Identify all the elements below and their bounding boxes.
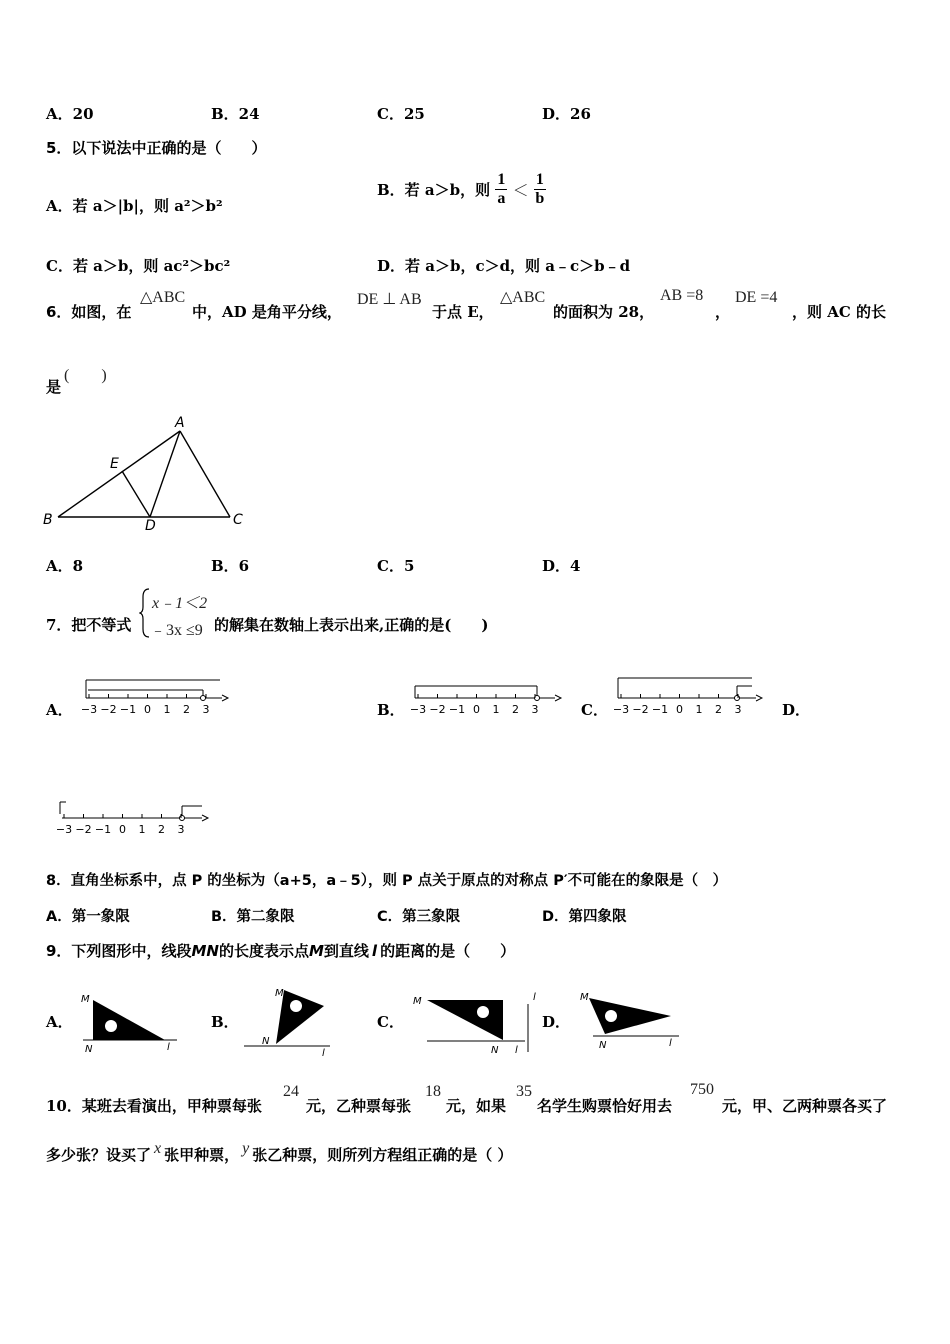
tick-label: 3 — [177, 823, 185, 836]
q8-option-a: A．第一象限 — [46, 909, 130, 925]
q6-text-6: ，则 AC 的长 — [792, 303, 887, 321]
label-n: N — [85, 1044, 93, 1055]
tick-label: −3 — [409, 703, 427, 716]
q10-line2 — [46, 1140, 513, 1165]
tick-label: 1 — [163, 703, 171, 716]
q10-text-5: 元，甲、乙两种票各买了 — [722, 1097, 888, 1115]
q8-option-c: C．第三象限 — [377, 909, 461, 925]
tick-label: −3 — [55, 823, 73, 836]
q6-math-triangle-abc-2: △ABC — [500, 289, 546, 306]
q8-option-d: D．第四象限 — [542, 909, 627, 925]
q6-text-line2: 是 — [46, 378, 62, 396]
q6-option-d: D．4 — [542, 557, 581, 575]
label-b: B — [43, 512, 53, 528]
q6-option-b: B．6 — [211, 557, 250, 575]
q6-text-5: ， — [715, 303, 731, 321]
number-line-a — [72, 672, 232, 720]
label-l: l — [533, 992, 536, 1003]
label-e: E — [110, 456, 119, 472]
number-line-d — [52, 792, 212, 840]
tick-label: −2 — [429, 703, 446, 716]
q6-math-de-perp-ab: DE ⊥ AB — [357, 291, 422, 308]
label-l: l — [322, 1048, 325, 1059]
tick-label: 2 — [715, 703, 722, 716]
set-square-figure-b — [240, 982, 340, 1060]
q6-text-1: 6．如图，在 — [46, 303, 132, 321]
q5-option-d: D．若 a＞b，c＞d，则 a﹣c＞b﹣d — [377, 257, 631, 275]
q4-option-d: D．26 — [542, 105, 591, 123]
tick-label: 3 — [734, 703, 742, 716]
set-square-figure-a — [75, 990, 185, 1055]
q10-line2-text-c: 张乙种票，则所列方程组正确的是（ ） — [252, 1146, 513, 1164]
q7-text-1: 7．把不等式 — [46, 616, 132, 634]
q7-text-2: 的解集在数轴上表示出来,正确的是( ) — [214, 616, 489, 634]
q7-option-b-label: B． — [377, 701, 405, 719]
tick-label: 0 — [119, 823, 126, 836]
number-line-c-ticks — [613, 694, 742, 716]
q7-option-c-label: C． — [581, 701, 608, 719]
tick-label: −3 — [80, 703, 98, 716]
tick-label: 3 — [202, 703, 210, 716]
fraction-1-over-a: $\frac{1}{a}$ — [497, 171, 506, 207]
label-d: D — [145, 518, 156, 534]
q6-text-3: 于点 E， — [432, 303, 494, 321]
q10-text-1: 10．某班去看演出，甲种票每张 — [46, 1097, 262, 1115]
q7-inequality-1: x﹣1＜2 — [152, 595, 208, 612]
q10-line2-text-a: 多少张？设买了 — [46, 1146, 152, 1164]
tick-label: −2 — [75, 823, 92, 836]
q7-inequality-2: ﹣3x ≤9 — [150, 622, 203, 639]
tick-label: 3 — [531, 703, 539, 716]
segment-de — [122, 471, 150, 517]
segment-ad — [150, 431, 180, 517]
q5-stem: 5．以下说法中正确的是（ ） — [46, 139, 267, 157]
label-m: M — [580, 992, 589, 1003]
tick-label: −2 — [100, 703, 117, 716]
q10-num-18: 18 — [425, 1083, 441, 1100]
q9-text-3: 到直线 — [323, 942, 369, 960]
q6-option-c: C．5 — [377, 557, 415, 575]
number-line-b-ticks — [410, 694, 539, 716]
open-dot — [735, 696, 740, 701]
q9-option-b-label: B． — [211, 1013, 239, 1031]
q4-option-b: B．24 — [211, 105, 260, 123]
tick-label: 2 — [512, 703, 519, 716]
set-square-figure-c — [405, 986, 545, 1058]
tick-label: −1 — [119, 703, 137, 716]
tick-label: −2 — [632, 703, 649, 716]
tick-label: −1 — [94, 823, 112, 836]
q10-var-y: y — [242, 1140, 250, 1157]
tick-label: 1 — [492, 703, 500, 716]
label-l: l — [515, 1045, 518, 1056]
tick-label: −3 — [612, 703, 630, 716]
label-l: l — [669, 1038, 672, 1049]
number-line-b — [405, 672, 570, 720]
q5-option-c: C．若 a＞b，则 ac²＞bc² — [46, 257, 231, 275]
number-line-d-ticks — [56, 814, 185, 836]
q9-text-4: 的距离的是（ ） — [380, 942, 516, 960]
less-than-sign: ＜ — [512, 183, 529, 200]
label-a: A — [175, 415, 185, 431]
q9-mn: MN — [191, 942, 219, 960]
tick-label: 1 — [138, 823, 146, 836]
label-n: N — [262, 1036, 270, 1047]
tick-label: 0 — [676, 703, 683, 716]
q4-option-c: C．25 — [377, 105, 425, 123]
label-n: N — [491, 1045, 499, 1056]
number-line-a-ticks — [81, 694, 210, 716]
tick-label: 0 — [144, 703, 151, 716]
q7-option-d-label: D． — [782, 701, 811, 719]
q10-text-2: 元，乙种票每张 — [306, 1097, 412, 1115]
q9-l: l — [371, 942, 378, 960]
q9-m: M — [308, 942, 324, 960]
q9-stem — [46, 940, 515, 961]
q10-var-x: x — [154, 1140, 162, 1157]
label-m: M — [81, 994, 90, 1005]
label-m: M — [275, 988, 284, 999]
label-n: N — [599, 1040, 607, 1051]
q10-text-4: 名学生购票恰好用去 — [537, 1097, 673, 1115]
fraction-1-over-b: $\frac{1}{b}$ — [535, 171, 545, 207]
q9-text-2: 的长度表示点 — [218, 942, 309, 960]
label-l: l — [167, 1042, 170, 1053]
triangle-figure — [40, 412, 250, 537]
open-dot — [201, 696, 206, 701]
set-square-figure-d — [575, 986, 685, 1052]
q9-option-c-label: C． — [377, 1013, 404, 1031]
q6-math-ab-8: AB =8 — [660, 287, 704, 304]
q6-text-4: 的面积为 28， — [553, 303, 655, 321]
q6-option-a: A．8 — [46, 557, 84, 575]
q6-answer-paren: ( ) — [64, 367, 107, 384]
q8-option-b: B．第二象限 — [211, 909, 295, 925]
open-dot — [180, 816, 185, 821]
q10-text-3: 元，如果 — [446, 1097, 507, 1115]
q10-num-35: 35 — [516, 1083, 532, 1100]
q6-text-2: 中，AD 是角平分线， — [192, 303, 342, 321]
segment-ac — [180, 431, 230, 517]
q6-math-triangle-abc: △ABC — [140, 289, 186, 306]
tick-label: 2 — [158, 823, 165, 836]
q9-option-d-label: D． — [542, 1013, 571, 1031]
tick-label: 1 — [695, 703, 703, 716]
q8-stem: 8．直角坐标系中，点 P 的坐标为（a+5，a﹣5），则 P 点关于原点的对称点 P′不可能在的象限是（ ） — [46, 873, 728, 889]
q10-num-750: 750 — [690, 1081, 714, 1098]
label-m: M — [413, 996, 422, 1007]
q5-option-a: A．若 a＞|b|，则 a²＞b² — [46, 197, 223, 215]
segment-ab — [58, 431, 180, 517]
q5-option-b — [377, 171, 546, 208]
number-line-c — [606, 672, 766, 720]
q9-option-a-label: A． — [46, 1013, 73, 1031]
q9-text-1: 9．下列图形中，线段 — [46, 942, 192, 960]
tick-label: 2 — [183, 703, 190, 716]
q4-option-a: A．20 — [46, 105, 94, 123]
q7-option-a-label: A． — [46, 701, 73, 719]
tick-label: −1 — [448, 703, 466, 716]
label-c: C — [233, 512, 243, 528]
tick-label: 0 — [473, 703, 480, 716]
q6-math-de-4: DE =4 — [735, 289, 778, 306]
q5-option-b-text: B．若 a＞b，则 — [377, 181, 491, 199]
tick-label: −1 — [651, 703, 669, 716]
q10-num-24: 24 — [283, 1083, 299, 1100]
q10-line2-text-b: 张甲种票， — [164, 1146, 240, 1164]
